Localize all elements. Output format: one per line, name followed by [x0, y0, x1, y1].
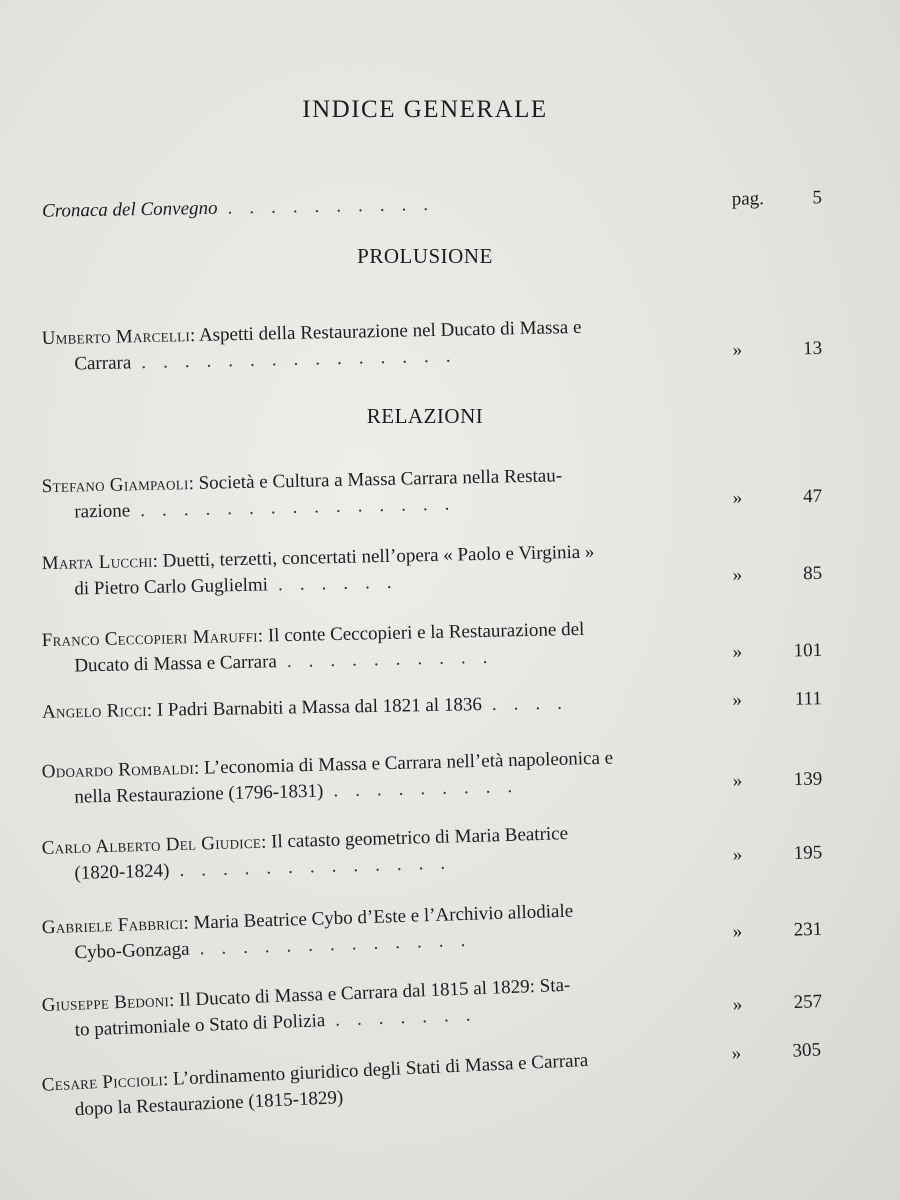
leader-dots: ..........	[227, 193, 446, 219]
entry-author: Cesare Piccioli	[41, 1069, 164, 1096]
page-number: 101	[793, 639, 823, 662]
page-number: 13	[802, 337, 823, 360]
toc-entry: Odoardo Rombaldi: L’economia di Massa e Carrara nell’età napoleonica e nella Restaurazione (1796-1831) ......... » 139	[41, 747, 823, 808]
ditto-mark: »	[732, 689, 743, 711]
ditto-mark: »	[731, 1042, 742, 1065]
section-heading-relazioni: RELAZIONI	[366, 404, 484, 428]
entry-title-cont: razione	[74, 500, 131, 523]
ditto-mark: »	[732, 487, 743, 509]
entry-author: Gabriele Fabbrici	[41, 912, 184, 939]
entry-title-cont: (1820-1824)	[74, 860, 170, 884]
entry-title: Duetti, terzetti, concertati nell’opera « Paolo e Virginia »	[162, 541, 595, 572]
ditto-mark: »	[732, 921, 743, 943]
page-number: 85	[802, 562, 823, 585]
leader-dots: .......	[334, 1003, 488, 1031]
leader-dots: .........	[333, 775, 530, 802]
page-number: 47	[802, 485, 823, 508]
toc-entry: Marta Lucchi: Duetti, terzetti, concertati nell’opera « Paolo e Virginia » di Pietro Carlo Guglielmi ...... » 85	[41, 541, 823, 600]
entry-author: Carlo Alberto Del Giudice	[41, 831, 262, 859]
page-number: 111	[794, 688, 823, 710]
entry-title: Il Ducato di Massa e Carrara dal 1815 al 1829: Sta-	[178, 974, 571, 1011]
entry-title: L’ordinamento giuridico degli Stati di Massa e Carrara	[172, 1049, 589, 1090]
entry-title: Il catasto geometrico di Maria Beatrice	[270, 823, 569, 853]
leader-dots: ..........	[286, 646, 505, 673]
toc-entry: Cesare Piccioli: L’ordinamento giuridico degli Stati di Massa e Carrara » 305 dopo la Restaurazione (1815-1829)	[41, 1039, 822, 1121]
leader-dots: ...............	[141, 345, 468, 374]
entry-title-cont: Carrara	[74, 352, 132, 375]
page-number: 5	[812, 187, 823, 209]
entry-author: Giuseppe Bedoni	[41, 990, 170, 1016]
toc-entry: Angelo Ricci: I Padri Barnabiti a Massa dal 1821 al 1836 .... » 111	[41, 688, 823, 723]
entry-author: Franco Ceccopieri Maruffi	[41, 625, 259, 652]
leader-dots: ......	[277, 571, 409, 596]
leader-dots: .............	[199, 929, 483, 960]
ditto-mark: »	[732, 770, 743, 792]
entry-title-cont: nella Restaurazione (1796-1831)	[74, 780, 324, 808]
page-number: 195	[793, 842, 823, 864]
entry-title-cont: di Pietro Carlo Guglielmi	[74, 574, 269, 600]
entry-author: Odoardo Rombaldi	[41, 757, 195, 783]
entry-title: Il conte Ceccopieri e la Restaurazione del	[267, 618, 585, 647]
ditto-mark: »	[732, 844, 743, 866]
leader-dots: .............	[179, 852, 463, 882]
page-title: INDICE GENERALE	[302, 96, 548, 123]
page-number: 231	[793, 918, 823, 941]
entry-author: Marta Lucchi	[41, 550, 153, 575]
entry-title-cont: dopo la Restaurazione (1815-1829)	[74, 1087, 344, 1121]
entry-author: Stefano Giampaoli	[41, 473, 189, 498]
leader-dots: ....	[491, 692, 580, 715]
toc-entry: Stefano Giampaoli: Società e Cultura a Massa Carrara nella Restau- razione ............... » 47	[41, 465, 823, 523]
leader-dots: ...............	[140, 493, 467, 522]
ditto-mark: »	[732, 564, 743, 586]
page-number: 305	[792, 1039, 822, 1062]
toc-entry: Franco Ceccopieri Maruffi: Il conte Ceccopieri e la Restaurazione del Ducato di Massa e Carrara .......... » 101	[41, 618, 823, 677]
entry-title-cont: to patrimoniale o Stato di Polizia	[74, 1010, 326, 1041]
entry-title-cont: Ducato di Massa e Carrara	[74, 651, 278, 677]
entry-title: Cronaca del Convegno	[41, 197, 218, 222]
toc-entry: Carlo Alberto Del Giudice: Il catasto geometrico di Maria Beatrice (1820-1824) ............. » 195	[41, 823, 823, 884]
section-heading-prolusione: PROLUSIONE	[357, 244, 493, 268]
ditto-mark: »	[732, 641, 743, 663]
toc-entry: Gabriele Fabbrici: Maria Beatrice Cybo d’Este e l’Archivio allodiale Cybo-Gonzaga ............. » 231	[41, 900, 823, 964]
entry-author: Angelo Ricci	[41, 699, 148, 723]
entry-title: Maria Beatrice Cybo d’Este e l’Archivio allodiale	[193, 900, 574, 934]
ditto-mark: »	[732, 339, 743, 361]
toc-entry-cronaca	[42, 185, 822, 225]
page-number: 257	[793, 991, 823, 1014]
entry-title: I Padri Barnabiti a Massa dal 1821 al 1836	[156, 694, 483, 721]
pag-label: pag.	[731, 188, 765, 210]
entry-title: Società e Cultura a Massa Carrara nella Restau-	[198, 465, 563, 494]
entry-author: Umberto Marcelli	[41, 325, 191, 350]
entry-title-cont: Cybo-Gonzaga	[74, 938, 190, 964]
entry-title: L’economia di Massa e Carrara nell’età napoleonica e	[203, 747, 614, 779]
ditto-mark: »	[732, 994, 743, 1016]
entry-title: Aspetti della Restaurazione nel Ducato di Massa e	[198, 316, 582, 346]
toc-entry: Umberto Marcelli: Aspetti della Restaurazione nel Ducato di Massa e Carrara ............... » 13	[41, 316, 823, 375]
page-number: 139	[793, 768, 823, 791]
toc-entry: Giuseppe Bedoni: Il Ducato di Massa e Carrara dal 1815 al 1829: Sta- to patrimoniale o Stato di Polizia ....... » 257	[41, 974, 823, 1041]
